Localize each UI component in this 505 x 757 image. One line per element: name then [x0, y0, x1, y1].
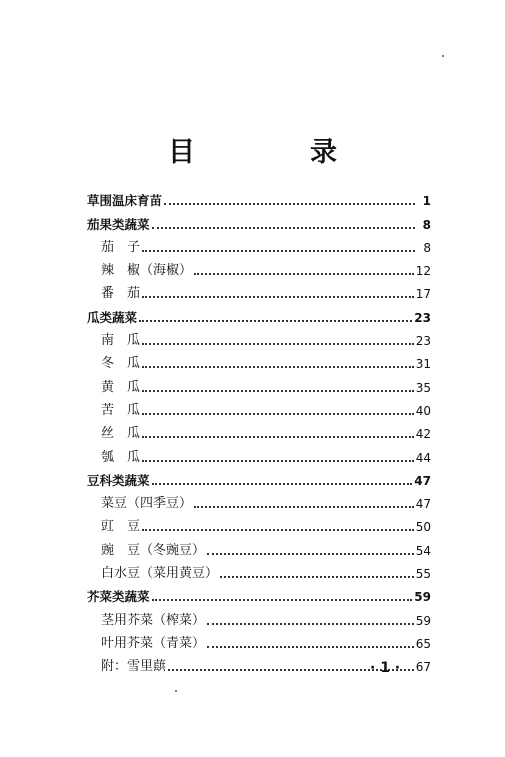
toc-entry-page: 35 [415, 380, 431, 395]
toc-entry-page: 8 [422, 217, 431, 232]
toc-leader-dots [139, 320, 412, 322]
toc-entry-label: 番 茄 [101, 286, 141, 302]
toc-entry-label: 叶用芥菜（青菜） [101, 635, 206, 651]
toc-entry[interactable] [101, 255, 431, 278]
toc-entry-page: 23 [414, 310, 431, 325]
toc-entry-page: 47 [415, 497, 431, 512]
toc-entry-page: 47 [414, 473, 431, 488]
toc-entry-page: 67 [415, 660, 431, 675]
toc-leader-dots [142, 343, 414, 345]
toc-entry[interactable] [101, 628, 431, 651]
toc-leader-dots [152, 483, 413, 485]
toc-entry[interactable] [87, 581, 431, 604]
toc-leader-dots [207, 623, 414, 625]
toc-entry-label: 茎用芥菜（榨菜） [101, 612, 206, 628]
toc-leader-dots [142, 413, 414, 415]
toc-entry-label: 茄 子 [101, 239, 141, 255]
toc-entry-page: 42 [415, 427, 431, 442]
toc-entry-label: 附：雪里蕻 [101, 659, 167, 675]
toc-entry[interactable] [101, 604, 431, 627]
toc-entry-label: 瓜类蔬菜 [87, 309, 138, 325]
scan-speck [175, 690, 177, 692]
toc-entry[interactable] [87, 208, 431, 231]
toc-entry[interactable] [87, 185, 431, 208]
toc-entry-label: 草围温床育苗 [87, 193, 163, 209]
toc-entry-page: 54 [415, 543, 431, 558]
toc-entry-label: 白水豆（菜用黄豆） [101, 566, 219, 582]
toc-entry[interactable] [101, 232, 431, 255]
toc-leader-dots [207, 646, 414, 648]
toc-entry-label: 黄 瓜 [101, 379, 141, 395]
table-of-contents [87, 185, 431, 675]
toc-leader-dots [194, 506, 414, 508]
toc-leader-dots [142, 460, 414, 462]
toc-entry[interactable] [101, 418, 431, 441]
toc-entry-page: 31 [415, 357, 431, 372]
toc-leader-dots [194, 273, 414, 275]
toc-entry-label: 南 瓜 [101, 333, 141, 349]
toc-entry-label: 辣 椒（海椒） [101, 263, 193, 279]
toc-entry-label: 芥菜类蔬菜 [87, 589, 150, 605]
toc-entry[interactable] [101, 395, 431, 418]
toc-leader-dots [142, 390, 414, 392]
toc-leader-dots [142, 296, 414, 298]
page-number: · 1 · [370, 660, 401, 676]
toc-entry-page: 40 [415, 403, 431, 418]
toc-entry-page: 1 [422, 194, 431, 209]
toc-leader-dots [220, 576, 414, 578]
toc-entry[interactable] [101, 325, 431, 348]
toc-entry-label: 菜豆（四季豆） [101, 496, 193, 512]
toc-entry-page: 59 [414, 590, 431, 605]
toc-entry[interactable] [101, 278, 431, 301]
toc-leader-dots [152, 227, 415, 229]
toc-entry-page: 23 [415, 334, 431, 349]
toc-entry-label: 冬 瓜 [101, 356, 141, 372]
toc-entry-label: 瓠 瓜 [101, 449, 141, 465]
toc-entry[interactable] [87, 301, 431, 324]
toc-entry-page: 59 [415, 613, 431, 628]
toc-entry[interactable] [101, 534, 431, 557]
toc-leader-dots [207, 553, 414, 555]
toc-entry-label: 丝 瓜 [101, 426, 141, 442]
toc-entry-page: 65 [415, 636, 431, 651]
toc-entry-page: 55 [415, 567, 431, 582]
toc-entry[interactable] [101, 558, 431, 581]
scan-speck [442, 55, 444, 57]
toc-leader-dots [142, 366, 414, 368]
toc-entry-page: 12 [415, 264, 431, 279]
toc-entry[interactable] [101, 511, 431, 534]
toc-entry-label: 豌 豆（冬豌豆） [101, 542, 206, 558]
toc-entry[interactable] [101, 371, 431, 394]
toc-leader-dots [142, 436, 414, 438]
toc-entry-label: 豇 豆 [101, 519, 141, 535]
toc-leader-dots [152, 599, 413, 601]
toc-leader-dots [142, 250, 415, 252]
toc-entry[interactable] [101, 348, 431, 371]
toc-entry-page: 8 [423, 240, 431, 255]
toc-entry[interactable] [101, 441, 431, 464]
toc-leader-dots [142, 529, 414, 531]
toc-entry[interactable] [87, 465, 431, 488]
page-title: 目 录 [168, 137, 381, 168]
toc-entry-label: 豆科类蔬菜 [87, 472, 150, 488]
toc-entry-label: 苦 瓜 [101, 402, 141, 418]
toc-leader-dots [164, 203, 415, 205]
toc-entry-page: 50 [415, 520, 431, 535]
toc-entry-page: 17 [415, 287, 431, 302]
toc-entry-page: 44 [415, 450, 431, 465]
toc-entry-label: 茄果类蔬菜 [87, 216, 150, 232]
toc-entry[interactable] [101, 488, 431, 511]
